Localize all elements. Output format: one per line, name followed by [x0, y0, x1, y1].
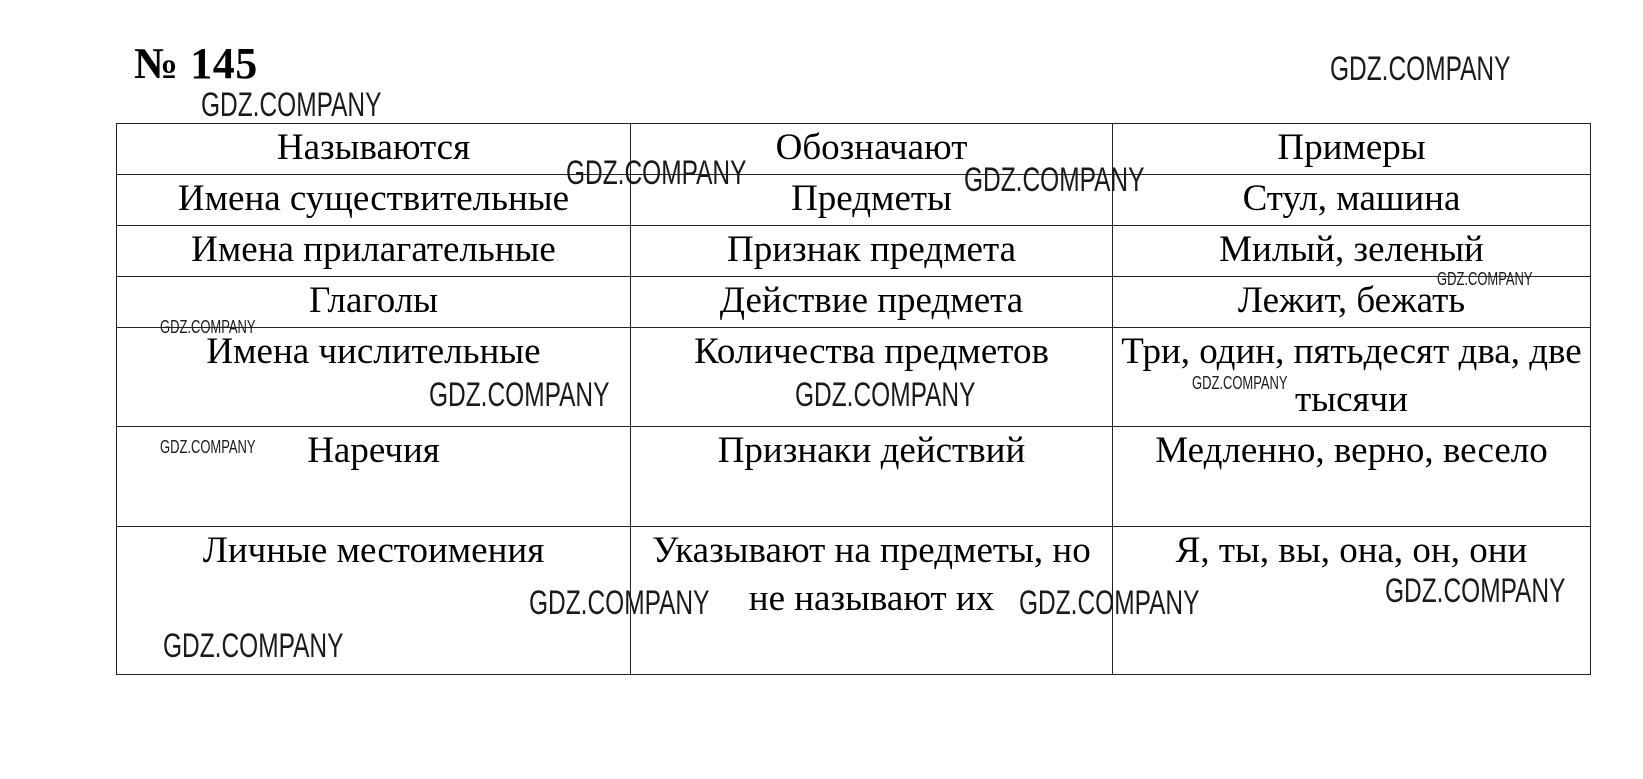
table-cell: Глаголы — [117, 277, 631, 328]
watermark: GDZ.COMPANY — [795, 376, 976, 414]
table-cell: Количества предметов — [631, 328, 1113, 427]
table-cell: Признак предмета — [631, 226, 1113, 277]
parts-of-speech-table — [116, 123, 1591, 675]
table-row — [117, 527, 1591, 675]
header-cell-denote: Обозначают — [631, 124, 1113, 175]
table-cell: Наречия — [117, 427, 631, 527]
table-row — [117, 427, 1591, 527]
watermark: GDZ.COMPANY — [201, 86, 382, 124]
watermark: GDZ.COMPANY — [566, 154, 747, 192]
header-cell-examples: Примеры — [1113, 124, 1591, 175]
table-row — [117, 226, 1591, 277]
watermark: GDZ.COMPANY — [1192, 373, 1288, 393]
watermark: GDZ.COMPANY — [163, 627, 344, 665]
watermark: GDZ.COMPANY — [429, 376, 610, 414]
watermark: GDZ.COMPANY — [1330, 50, 1511, 88]
header-cell-called: Называются — [117, 124, 631, 175]
table-cell: Милый, зеленый — [1113, 226, 1591, 277]
table-cell: Я, ты, вы, она, он, они — [1113, 527, 1591, 675]
table-cell: Лежит, бежать — [1113, 277, 1591, 328]
table-row — [117, 175, 1591, 226]
table-cell: Имена прилагательные — [117, 226, 631, 277]
table-cell: Предметы — [631, 175, 1113, 226]
table-cell: Личные местоимения — [117, 527, 631, 675]
table-cell: Имена существительные — [117, 175, 631, 226]
watermark: GDZ.COMPANY — [1019, 584, 1200, 622]
table-row — [117, 328, 1591, 427]
task-number: № 145 — [134, 39, 258, 88]
table-cell: Три, один, пятьдесят два, две тысячи — [1113, 328, 1591, 427]
table-cell: Имена числительные — [117, 328, 631, 427]
table-cell: Указывают на предметы, но не называют их — [631, 527, 1113, 675]
watermark: GDZ.COMPANY — [529, 584, 710, 622]
table-cell: Действие предмета — [631, 277, 1113, 328]
table-cell: Признаки действий — [631, 427, 1113, 527]
watermark: GDZ.COMPANY — [1385, 572, 1566, 610]
watermark: GDZ.COMPANY — [964, 161, 1145, 199]
watermark: GDZ.COMPANY — [160, 317, 256, 337]
watermark: GDZ.COMPANY — [160, 437, 256, 457]
table-cell: Медленно, верно, весело — [1113, 427, 1591, 527]
table-header-row — [117, 124, 1591, 175]
watermark: GDZ.COMPANY — [1437, 269, 1533, 289]
table-row — [117, 277, 1591, 328]
table-cell: Стул, машина — [1113, 175, 1591, 226]
